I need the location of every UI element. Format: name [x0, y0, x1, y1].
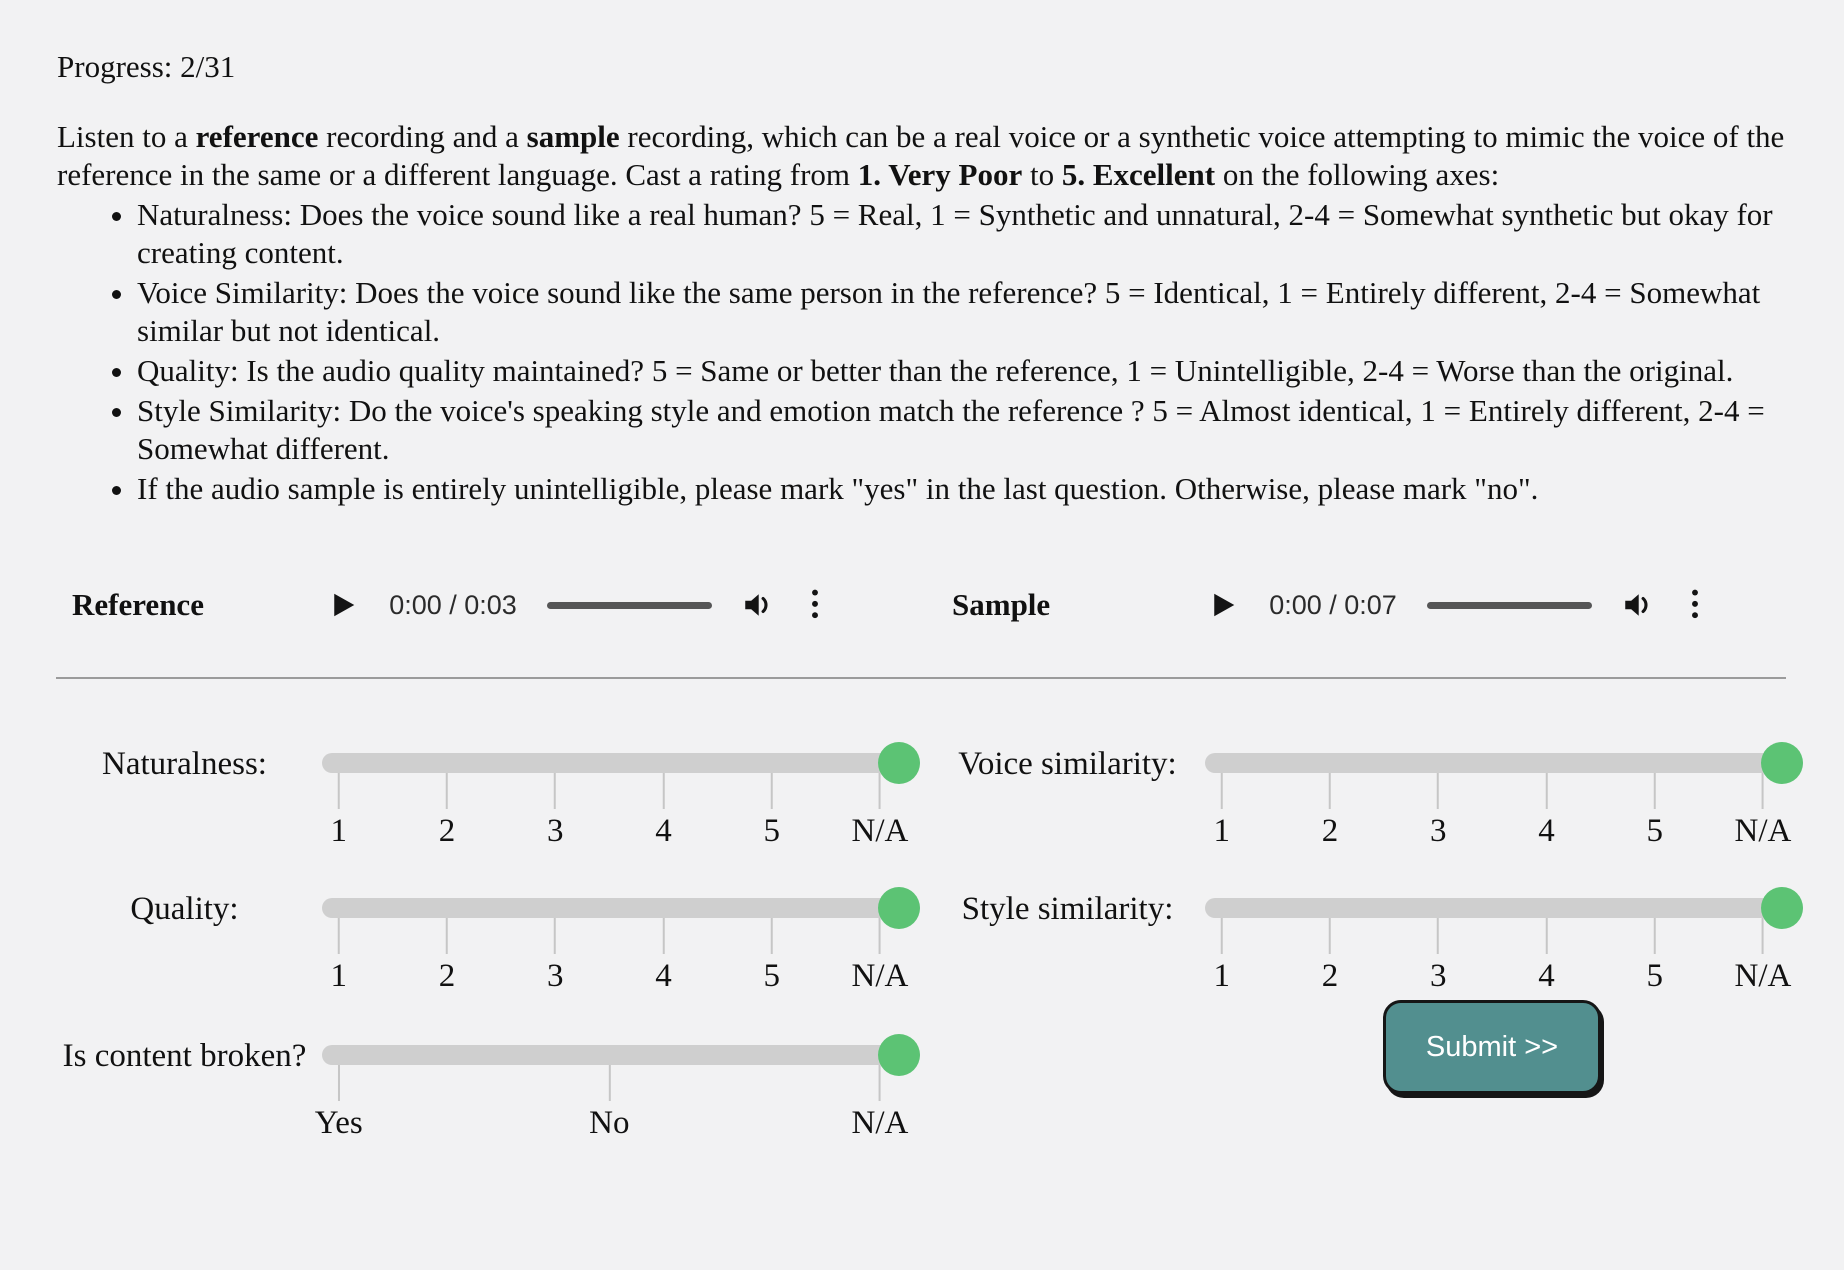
tick-line: [1329, 918, 1331, 954]
tick-label: 1: [330, 958, 347, 994]
tick-label: 3: [546, 813, 564, 849]
tick-line: [554, 773, 556, 809]
tick-label: 4: [655, 958, 672, 994]
content-broken-row: [57, 1031, 920, 1141]
tick-line: [771, 773, 773, 809]
volume-icon[interactable]: [1620, 587, 1656, 623]
naturalness-rating-row: [57, 739, 920, 849]
tick-line: [446, 918, 448, 954]
style-similarity-tick-scale: [1205, 918, 1803, 994]
tick-line: [1545, 773, 1547, 809]
reference-player-label: Reference: [72, 587, 204, 622]
tick-line: [1545, 918, 1547, 954]
tick-line: [1654, 918, 1656, 954]
section-divider: [56, 677, 1786, 679]
voice-similarity-slider[interactable]: [1205, 753, 1803, 773]
tick-line: [662, 918, 664, 954]
instructions-paragraph: [57, 118, 1802, 194]
naturalness-slider[interactable]: [322, 753, 920, 773]
list-item-unintelligible-note: • If the audio sample is entirely unintelligible, please mark "yes" in the last question. Otherwise, please mark "no".: [137, 470, 1805, 508]
style-similarity-label: Style similarity:: [961, 891, 1174, 927]
tick-line: [879, 773, 881, 809]
sample-player: [952, 575, 1706, 635]
time-display: 0:00 / 0:07: [1269, 589, 1397, 620]
sample-audio-controls: [1207, 587, 1706, 623]
intro-text: recording, which can be a real voice or a synthetic voice attempting to mimic the voice of the reference in the same or a different language. Cast a rating from: [57, 119, 1785, 192]
tick-label: 3: [546, 958, 564, 994]
tick-label: N/A: [851, 958, 909, 994]
tick-line: [771, 918, 773, 954]
seek-bar[interactable]: [1427, 602, 1592, 609]
list-item-naturalness: • Naturalness: Does the voice sound like a real human? 5 = Real, 1 = Synthetic and unnatural, 2-4 = Somewhat synthetic but okay for creating content.: [137, 196, 1805, 272]
tick-label: 3: [1429, 813, 1447, 849]
tick-label: 5: [1646, 958, 1663, 994]
tick-label: 2: [438, 958, 456, 994]
tick-label: Yes: [314, 1105, 363, 1141]
tick-line: [1437, 773, 1439, 809]
tick-line: [554, 918, 556, 954]
content-broken-tick-scale: [314, 1065, 920, 1141]
tick-line: [879, 1065, 881, 1101]
kebab-menu-icon[interactable]: [804, 587, 826, 623]
tick-label: 1: [1213, 813, 1230, 849]
content-broken-slider[interactable]: [322, 1045, 920, 1065]
reference-audio-controls: [327, 587, 826, 623]
tick-label: 1: [330, 813, 347, 849]
play-icon[interactable]: [1207, 587, 1239, 623]
tick-line: [608, 1065, 610, 1101]
voice-similarity-rating-row: [940, 739, 1803, 849]
tick-label: N/A: [1734, 813, 1792, 849]
quality-rating-row: [57, 884, 920, 994]
tick-line: [1329, 773, 1331, 809]
tick-label: 5: [763, 813, 780, 849]
play-icon[interactable]: [327, 587, 359, 623]
tick-label: 5: [1646, 813, 1663, 849]
intro-bold-reference: reference: [195, 119, 319, 154]
voice-similarity-label: Voice similarity:: [958, 746, 1177, 782]
tick-label: 2: [438, 813, 456, 849]
reference-player: [72, 575, 826, 635]
naturalness-tick-scale: [322, 773, 920, 849]
intro-text: Listen to a: [57, 119, 196, 154]
list-item-style-similarity: • Style Similarity: Do the voice's speaking style and emotion match the reference ? 5 = Almost identical, 1 = Entirely different, 2-4 = Somewhat different.: [137, 392, 1805, 468]
submit-button[interactable]: Submit >>: [1383, 1000, 1601, 1094]
tick-line: [1221, 773, 1223, 809]
tick-label: 3: [1429, 958, 1447, 994]
tick-label: 1: [1213, 958, 1230, 994]
tick-line: [338, 918, 340, 954]
tick-line: [1762, 918, 1764, 954]
tick-label: N/A: [1734, 958, 1792, 994]
tick-line: [1221, 918, 1223, 954]
tick-label: N/A: [851, 1105, 909, 1141]
seek-bar[interactable]: [547, 602, 712, 609]
tick-line: [1654, 773, 1656, 809]
tick-label: No: [589, 1105, 630, 1141]
rating-axes-list: [57, 196, 1805, 510]
tick-line: [1437, 918, 1439, 954]
intro-text: to: [1022, 157, 1062, 192]
tick-line: [1762, 773, 1764, 809]
tick-label: N/A: [851, 813, 909, 849]
tick-line: [446, 773, 448, 809]
tick-label: 5: [763, 958, 780, 994]
tick-line: [338, 773, 340, 809]
tick-line: [338, 1065, 340, 1101]
intro-bold-excellent: 5. Excellent: [1061, 157, 1216, 192]
intro-bold-very-poor: 1. Very Poor: [857, 157, 1023, 192]
quality-label: Quality:: [130, 891, 239, 927]
tick-label: 2: [1321, 958, 1339, 994]
intro-text: recording and a: [318, 119, 527, 154]
voice-similarity-tick-scale: [1205, 773, 1803, 849]
style-similarity-rating-row: [940, 884, 1803, 994]
quality-slider[interactable]: [322, 898, 920, 918]
quality-tick-scale: [322, 918, 920, 994]
tick-label: 4: [1538, 958, 1555, 994]
tick-label: 4: [655, 813, 672, 849]
volume-icon[interactable]: [740, 587, 776, 623]
tick-label: 2: [1321, 813, 1339, 849]
intro-bold-sample: sample: [526, 119, 620, 154]
tick-label: 4: [1538, 813, 1555, 849]
list-item-voice-similarity: • Voice Similarity: Does the voice sound like the same person in the reference? 5 = Identical, 1 = Entirely different, 2-4 = Somewhat similar but not identical.: [137, 274, 1805, 350]
progress-indicator: Progress: 2/31: [57, 49, 236, 84]
list-item-quality: • Quality: Is the audio quality maintained? 5 = Same or better than the reference, 1 = Unintelligible, 2-4 = Worse than the original.: [137, 352, 1805, 390]
content-broken-label: Is content broken?: [62, 1038, 307, 1074]
tick-line: [879, 918, 881, 954]
kebab-menu-icon[interactable]: [1684, 587, 1706, 623]
sample-player-label: Sample: [952, 587, 1051, 622]
style-similarity-slider[interactable]: [1205, 898, 1803, 918]
naturalness-label: Naturalness:: [102, 746, 267, 782]
time-display: 0:00 / 0:03: [389, 589, 517, 620]
tick-line: [662, 773, 664, 809]
intro-text: on the following axes:: [1215, 157, 1500, 192]
